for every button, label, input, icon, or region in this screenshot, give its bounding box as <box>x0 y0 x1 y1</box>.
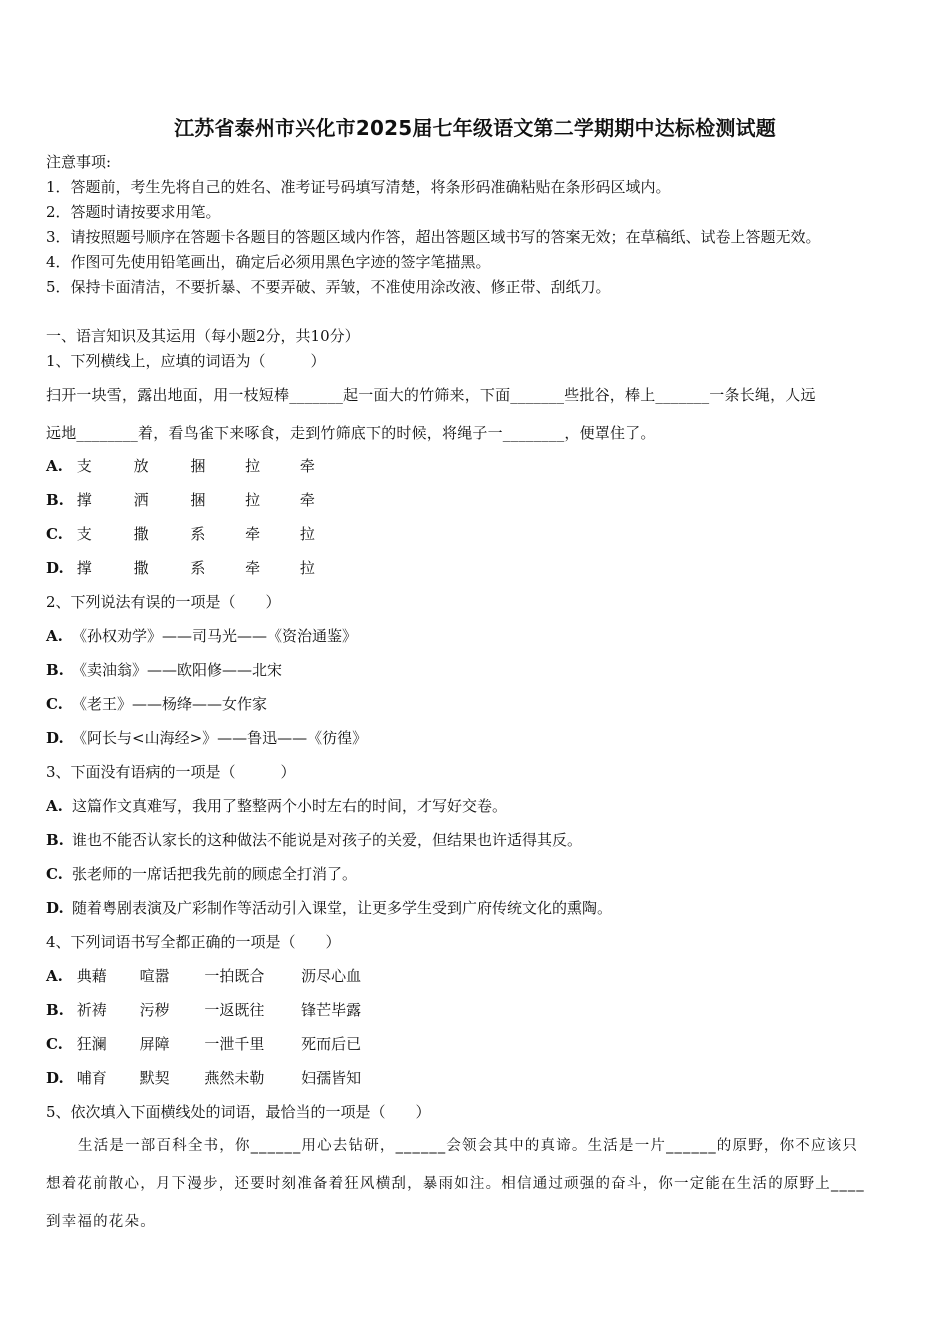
question-1-passage: 扫开一块雪，露出地面，用一枝短棒_______起一面大的竹筛来，下面_______些批谷，棒上_______一条长绳，人远 <box>46 386 816 404</box>
option-word: 支 <box>76 525 92 543</box>
option-text: 《卖油翁》——欧阳修——北宋 <box>72 661 283 679</box>
question-1-option-d[interactable] <box>46 558 315 578</box>
question-4-option-b[interactable] <box>46 1000 361 1020</box>
option-word: 牵 <box>245 525 261 543</box>
option-letter: C. <box>46 1035 63 1053</box>
section-heading: 一、语言知识及其运用（每小题2分，共10分） <box>46 327 360 345</box>
option-letter: B. <box>46 661 64 679</box>
option-word: 捆 <box>190 491 206 509</box>
option-letter: B. <box>46 1001 64 1019</box>
option-text: 随着粤剧表演及广彩制作等活动引入课堂，让更多学生受到广府传统文化的熏陶。 <box>72 899 613 917</box>
option-text: 谁也不能否认家长的这种做法不能说是对孩子的关爱，但结果也许适得其反。 <box>72 831 583 849</box>
option-word: 典藉 <box>76 967 107 985</box>
question-1-option-a[interactable] <box>46 456 315 476</box>
option-word: 一返既往 <box>204 1001 265 1019</box>
option-word: 一拍既合 <box>204 967 265 985</box>
option-word: 祈祷 <box>76 1001 107 1019</box>
question-1-option-c[interactable] <box>46 524 315 544</box>
question-1-passage: 远地________着，看鸟雀下来啄食，走到竹筛底下的时候，将绳子一________，便罩住了。 <box>46 424 656 442</box>
question-1-option-b[interactable] <box>46 490 315 510</box>
option-word: 拉 <box>299 559 315 577</box>
question-5-stem: 5、依次填入下面横线处的词语，最恰当的一项是（ ） <box>46 1103 431 1121</box>
question-2-option-d[interactable] <box>46 728 367 748</box>
option-word: 牵 <box>299 457 315 475</box>
option-word: 默契 <box>139 1069 170 1087</box>
option-word: 一泄千里 <box>204 1035 265 1053</box>
option-word: 哺育 <box>76 1069 107 1087</box>
option-word: 洒 <box>133 491 149 509</box>
option-word: 妇孺皆知 <box>301 1069 362 1087</box>
question-2-stem: 2、下列说法有误的一项是（ ） <box>46 593 281 611</box>
question-4-stem: 4、下列词语书写全都正确的一项是（ ） <box>46 933 341 951</box>
option-word: 捆 <box>190 457 206 475</box>
question-2-option-c[interactable] <box>46 694 267 714</box>
question-4-option-a[interactable] <box>46 966 361 986</box>
question-4-option-c[interactable] <box>46 1034 361 1054</box>
question-4-option-d[interactable] <box>46 1068 361 1088</box>
question-3-option-b[interactable] <box>46 830 582 850</box>
option-word: 燕然未勒 <box>204 1069 265 1087</box>
option-text: 《孙权劝学》——司马光——《资治通鉴》 <box>72 627 358 645</box>
option-word: 牵 <box>245 559 261 577</box>
question-5-passage: 到幸福的花朵。 <box>46 1214 156 1230</box>
option-letter: D. <box>46 559 64 577</box>
option-letter: A. <box>46 627 63 645</box>
notice-item: 3．请按照题号顺序在答题卡各题目的答题区域内作答，超出答题区域书写的答案无效；在草稿纸、试卷上答题无效。 <box>46 228 821 246</box>
notice-item: 2．答题时请按要求用笔。 <box>46 203 221 221</box>
option-letter: C. <box>46 695 63 713</box>
option-text: 张老师的一席话把我先前的顾虑全打消了。 <box>72 865 358 883</box>
notice-heading: 注意事项: <box>46 153 112 171</box>
option-word: 死而后已 <box>301 1035 362 1053</box>
option-word: 拉 <box>245 491 261 509</box>
option-letter: B. <box>46 831 64 849</box>
option-word: 支 <box>76 457 92 475</box>
option-letter: D. <box>46 899 64 917</box>
question-2-option-a[interactable] <box>46 626 357 646</box>
question-5-passage: 想着花前散心，月下漫步，还要时刻准备着狂风横刮，暴雨如注。相信通过顽强的奋斗，你一定能在生活的原野上____ <box>46 1176 865 1192</box>
option-letter: A. <box>46 797 63 815</box>
option-word: 撑 <box>76 491 92 509</box>
notice-item: 1．答题前，考生先将自己的姓名、准考证号码填写清楚，将条形码准确粘贴在条形码区域内。 <box>46 178 671 196</box>
notice-item: 4．作图可先使用铅笔画出，确定后必须用黑色字迹的签字笔描黑。 <box>46 253 491 271</box>
question-3-stem: 3、下面没有语病的一项是（ ） <box>46 763 296 781</box>
option-text: 《老王》——杨绛——女作家 <box>72 695 268 713</box>
question-3-option-a[interactable] <box>46 796 507 816</box>
option-text: 《阿长与<山海经>》——鲁迅——《彷徨》 <box>72 729 368 747</box>
option-letter: C. <box>46 865 63 883</box>
question-1-stem: 1、下列横线上，应填的词语为（ ） <box>46 352 326 370</box>
option-word: 撒 <box>133 525 149 543</box>
option-word: 拉 <box>245 457 261 475</box>
option-word: 撑 <box>76 559 92 577</box>
option-letter: A. <box>46 967 63 985</box>
option-word: 拉 <box>299 525 315 543</box>
question-2-option-b[interactable] <box>46 660 282 680</box>
option-word: 锋芒毕露 <box>301 1001 362 1019</box>
option-letter: A. <box>46 457 63 475</box>
option-word: 狂澜 <box>76 1035 107 1053</box>
page-title: 江苏省泰州市兴化市2025届七年级语文第二学期期中达标检测试题 <box>174 116 776 140</box>
option-word: 喧嚣 <box>139 967 170 985</box>
option-word: 撒 <box>133 559 149 577</box>
option-word: 污秽 <box>139 1001 170 1019</box>
option-letter: D. <box>46 729 64 747</box>
option-letter: D. <box>46 1069 64 1087</box>
option-word: 屏障 <box>139 1035 170 1053</box>
option-word: 系 <box>190 559 206 577</box>
option-letter: B. <box>46 491 64 509</box>
question-3-option-d[interactable] <box>46 898 612 918</box>
option-word: 牵 <box>299 491 315 509</box>
option-word: 系 <box>190 525 206 543</box>
question-3-option-c[interactable] <box>46 864 357 884</box>
option-letter: C. <box>46 525 63 543</box>
option-text: 这篇作文真难写，我用了整整两个小时左右的时间，才写好交卷。 <box>72 797 508 815</box>
option-word: 放 <box>133 457 149 475</box>
option-word: 沥尽心血 <box>301 967 362 985</box>
question-5-passage: 生活是一部百科全书，你______用心去钻研，______会领会其中的真谛。生活是一片______的原野，你不应该只 <box>78 1138 859 1154</box>
notice-item: 5．保持卡面清洁，不要折暴、不要弄破、弄皱，不准使用涂改液、修正带、刮纸刀。 <box>46 278 611 296</box>
